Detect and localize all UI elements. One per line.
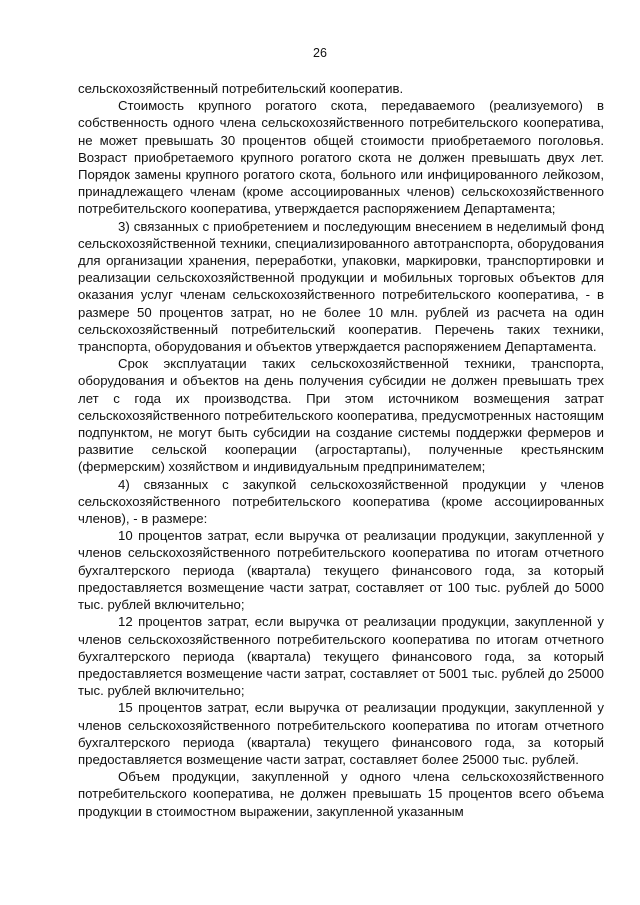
paragraph-rate-15: 15 процентов затрат, если выручка от реализации продукции, закупленной у членов сельскохозяйственного потребительского кооператива по итогам отчетного бухгалтерского периода (квартала) текущего финансового года, за который предоставляется возмещение части затрат, составляет более 25000 тыс. рублей. [78,700,604,767]
paragraph-item-4: 4) связанных с закупкой сельскохозяйственной продукции у членов сельскохозяйственного потребительского кооператива (кроме ассоциированных членов), - в размере: [78,476,604,527]
paragraph-continuation: сельскохозяйственный потребительский кооператив. [78,81,404,96]
page-number: 26 [313,46,327,60]
body-text [78,80,604,820]
paragraph-cattle-cost: Стоимость крупного рогатого скота, передаваемого (реализуемого) в собственность одного члена сельскохозяйственного потребительского кооператива, не может превышать 30 процентов общей стоимости приобретаемого поголовья. Возраст приобретаемого крупного рогатого скота не должен превышать двух лет. Порядок замены крупного рогатого скота, больного или инфицированного лейкозом, принадлежащего членам (кроме ассоциированных членов) сельскохозяйственного потребительского кооператива, утверждается распоряжением Департамента; [78,98,604,217]
paragraph-volume-limit: Объем продукции, закупленной у одного члена сельскохозяйственного потребительского кооператива, не должен превышать 15 процентов всего объема продукции в стоимостном выражении, закупленной указанным [78,769,604,819]
paragraph-rate-10: 10 процентов затрат, если выручка от реализации продукции, закупленной у членов сельскохозяйственного потребительского кооператива по итогам отчетного бухгалтерского периода (квартала) текущего финансового года, за который предоставляется возмещение части затрат, составляет от 100 тыс. рублей до 5000 тыс. рублей включительно; [78,528,604,613]
paragraph-rate-12: 12 процентов затрат, если выручка от реализации продукции, закупленной у членов сельскохозяйственного потребительского кооператива по итогам отчетного бухгалтерского периода (квартала) текущего финансового года, за который предоставляется возмещение части затрат, составляет от 5001 тыс. рублей до 25000 тыс. рублей включительно; [78,614,604,699]
paragraph-service-life: Срок эксплуатации таких сельскохозяйственной техники, транспорта, оборудования и объектов на день получения субсидии не должен превышать трех лет с года их производства. При этом источником возмещения затрат сельскохозяйственного потребительского кооператива, предусмотренных настоящим подпунктом, не могут быть субсидии на создание системы поддержки фермеров и развитие сельской кооперации (агростартапы), полученные крестьянским (фермерским) хозяйством и индивидуальным предпринимателем; [78,356,604,475]
paragraph-item-3: 3) связанных с приобретением и последующим внесением в неделимый фонд сельскохозяйственной техники, специализированного автотранспорта, оборудования для организации хранения, переработки, упаковки, маркировки, транспортировки и реализации сельскохозяйственной продукции и мобильных торговых объектов для оказания услуг членам сельскохозяйственного потребительского кооператива, - в размере 50 процентов затрат, но не более 10 млн. рублей из расчета на один сельскохозяйственный потребительский кооператив. Перечень таких техники, транспорта, оборудования и объектов утверждается распоряжением Департамента. [78,218,604,355]
